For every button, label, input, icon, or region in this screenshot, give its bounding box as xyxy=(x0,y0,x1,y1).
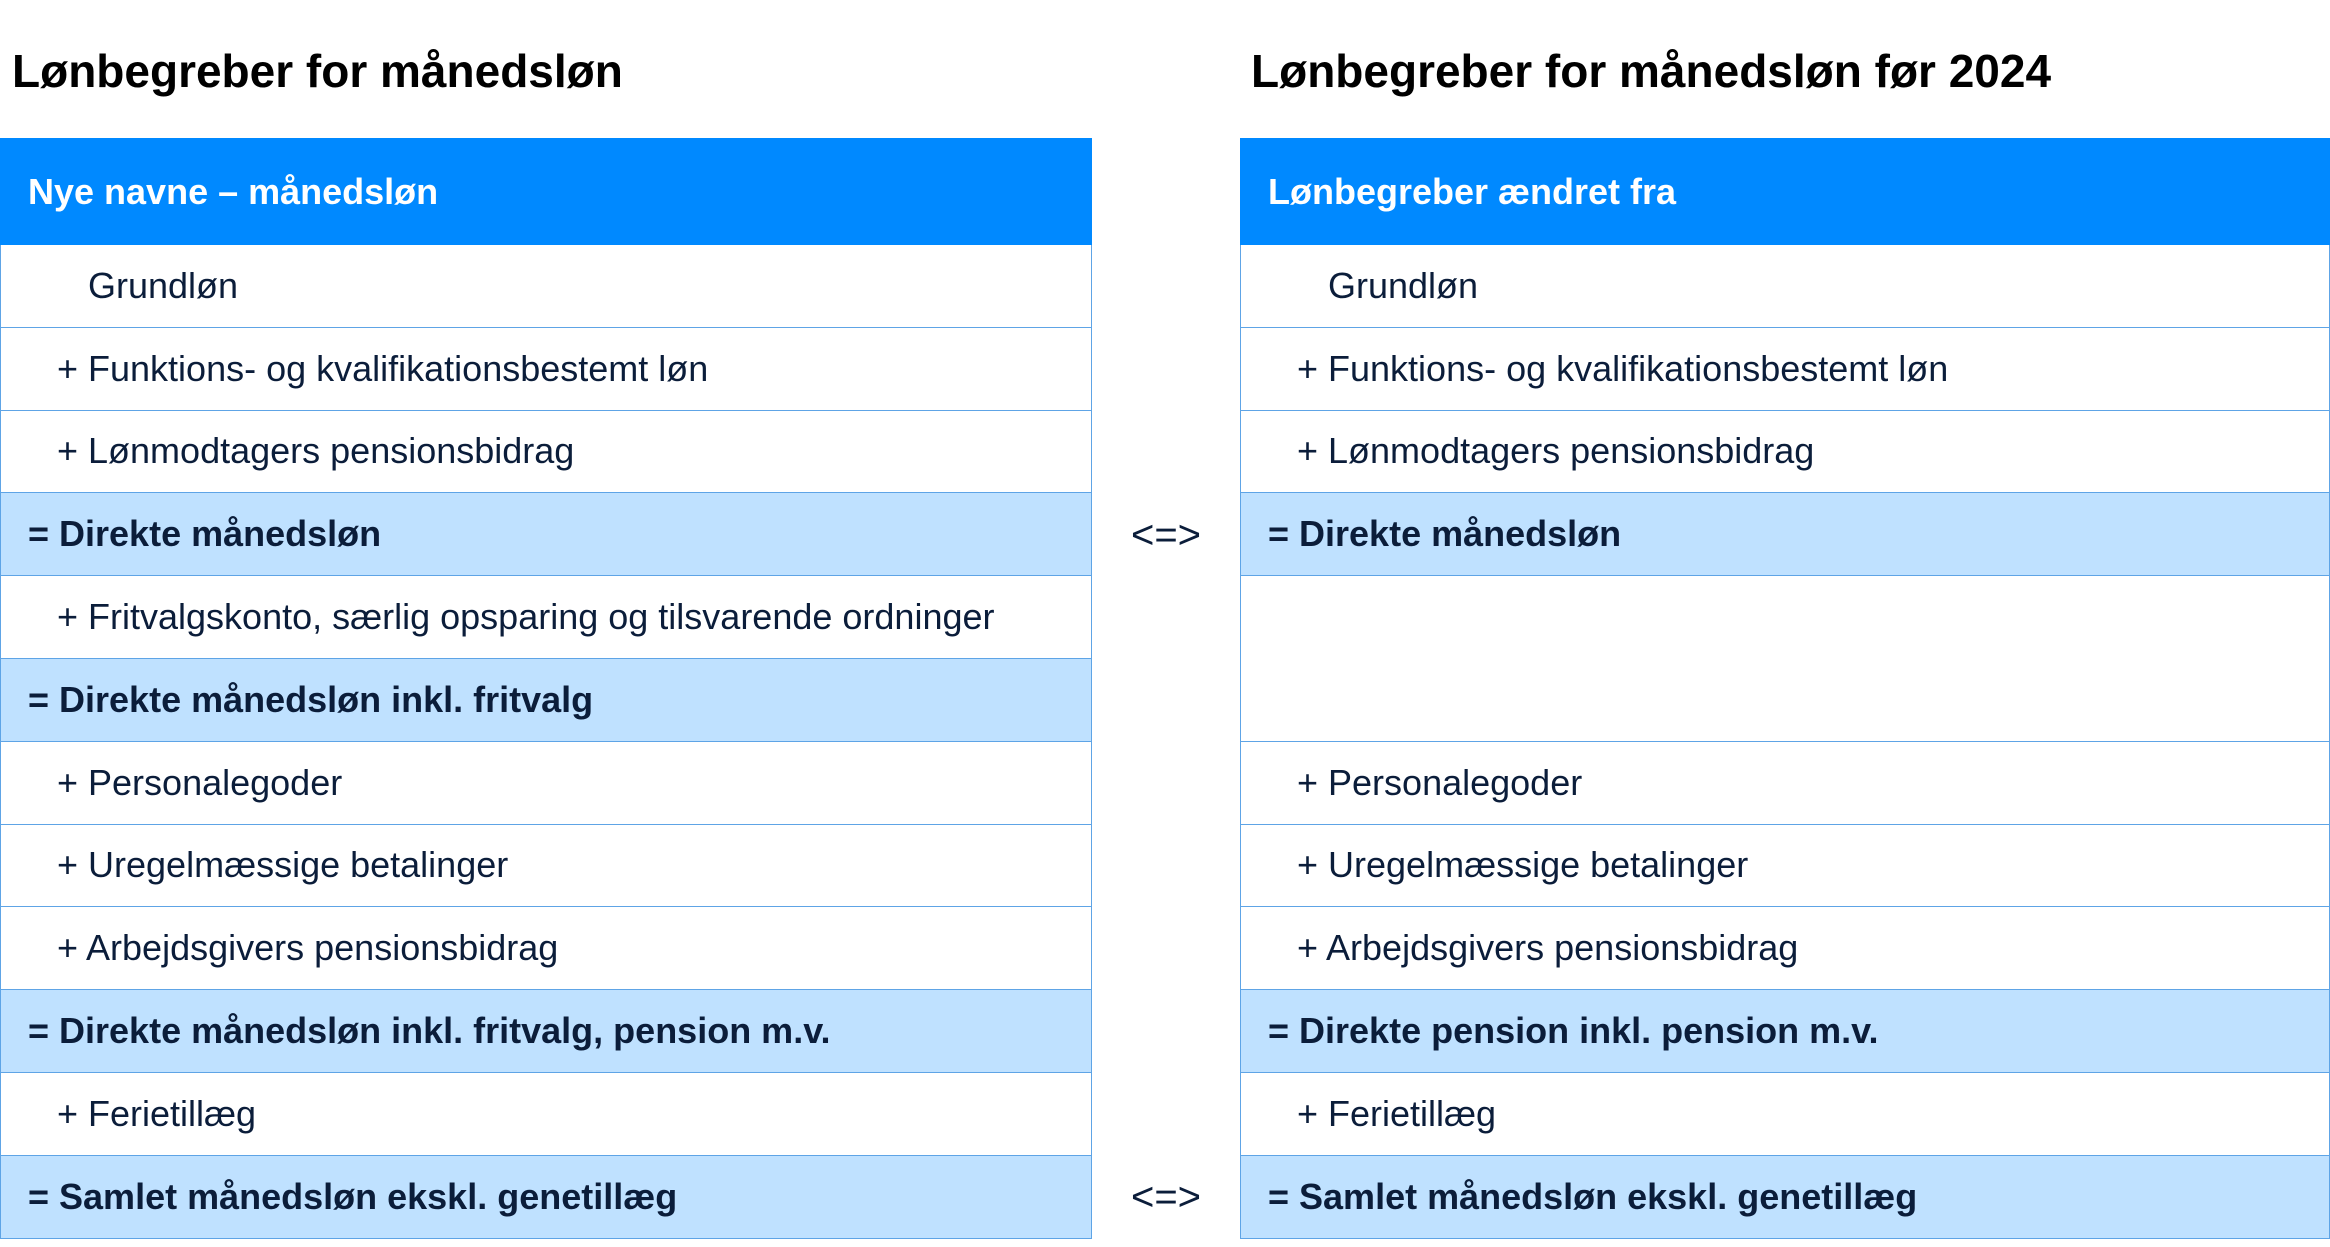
table-row: + Fritvalgskonto, særlig opsparing og tilsvarende ordninger xyxy=(0,576,1092,659)
table-row-empty xyxy=(1240,576,2330,742)
new-names-table xyxy=(0,138,1092,1239)
equivalence-arrow: <=> xyxy=(1130,1175,1202,1219)
table-row-subtotal: = Direkte månedsløn inkl. fritvalg, pension m.v. xyxy=(0,990,1092,1073)
table-row-subtotal: = Direkte månedsløn xyxy=(1240,493,2330,576)
table-row: Grundløn xyxy=(1240,245,2330,328)
old-names-table xyxy=(1240,138,2330,1239)
table-row-subtotal: = Direkte pension inkl. pension m.v. xyxy=(1240,990,2330,1073)
table-row-total: = Samlet månedsløn ekskl. genetillæg xyxy=(1240,1156,2330,1239)
table-row: + Funktions- og kvalifikationsbestemt løn xyxy=(1240,328,2330,411)
table-row: + Personalegoder xyxy=(0,742,1092,825)
table-row: + Ferietillæg xyxy=(1240,1073,2330,1156)
table-row: + Ferietillæg xyxy=(0,1073,1092,1156)
table-row: + Personalegoder xyxy=(1240,742,2330,825)
table-row: + Uregelmæssige betalinger xyxy=(1240,825,2330,908)
table-row: + Funktions- og kvalifikationsbestemt løn xyxy=(0,328,1092,411)
table-row-total: = Samlet månedsløn ekskl. genetillæg xyxy=(0,1156,1092,1239)
equivalence-arrow: <=> xyxy=(1130,513,1202,557)
table-row: + Arbejdsgivers pensionsbidrag xyxy=(0,907,1092,990)
table-row: + Arbejdsgivers pensionsbidrag xyxy=(1240,907,2330,990)
table-row: + Lønmodtagers pensionsbidrag xyxy=(1240,411,2330,494)
right-panel-title: Lønbegreber for månedsløn før 2024 xyxy=(1251,45,2052,97)
table-row-subtotal: = Direkte månedsløn inkl. fritvalg xyxy=(0,659,1092,742)
left-panel-title: Lønbegreber for månedsløn xyxy=(12,45,623,97)
table-header: Nye navne – månedsløn xyxy=(0,138,1092,245)
table-row: Grundløn xyxy=(0,245,1092,328)
table-row: + Lønmodtagers pensionsbidrag xyxy=(0,411,1092,494)
table-row-subtotal: = Direkte månedsløn xyxy=(0,493,1092,576)
table-header: Lønbegreber ændret fra xyxy=(1240,138,2330,245)
table-row: + Uregelmæssige betalinger xyxy=(0,825,1092,908)
